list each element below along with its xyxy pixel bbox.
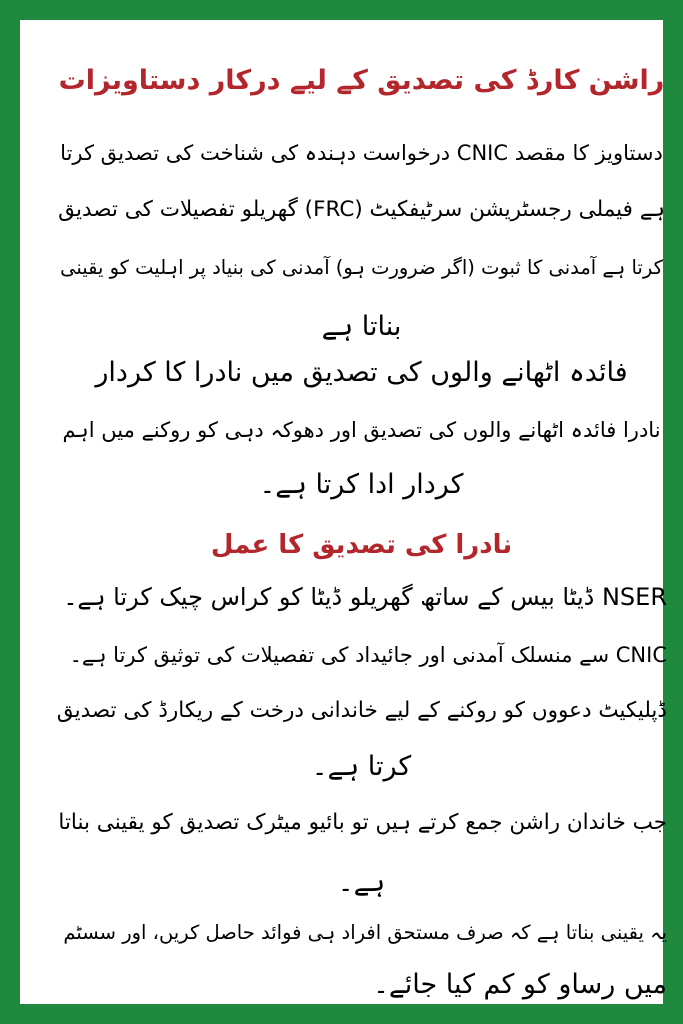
- closing-line-1: یہ یقینی بناتا ہے کہ صرف مستحق افراد ہی فوائد حاصل کریں، اور سسٹم: [63, 921, 667, 944]
- documents-line-2: ہے فیملی رجسٹریشن سرٹیفکیٹ (FRC) گھریلو تفصیلات کی تصدیق: [58, 197, 665, 222]
- process-step-2: CNIC سے منسلک آمدنی اور جائیداد کی تفصیلات کی توثیق کرتا ہے۔: [69, 643, 667, 667]
- nadra-role-heading: فائدہ اٹھانے والوں کی تصدیق میں نادرا کا کردار: [95, 357, 628, 388]
- document-body: [56, 58, 667, 1006]
- process-step-4-line-1: جب خاندان راشن جمع کرتے ہیں تو بائیو میٹرک تصدیق کو یقینی بناتا: [58, 810, 667, 835]
- process-step-3-line-1: ڈپلیکیٹ دعووں کو روکنے کے لیے خاندانی درخت کے ریکارڈ کی تصدیق: [56, 698, 667, 723]
- nadra-role-line-2: کردار ادا کرتا ہے۔: [259, 469, 464, 500]
- process-step-4-line-2: ہے۔: [337, 867, 386, 898]
- page-title: راشن کارڈ کی تصدیق کے لیے درکار دستاویزات: [58, 65, 665, 96]
- process-heading: نادرا کی تصدیق کا عمل: [210, 530, 513, 560]
- documents-line-1: دستاویز کا مقصد CNIC درخواست دہندہ کی شناخت کی تصدیق کرتا: [60, 141, 663, 165]
- process-step-1: NSER ڈیٹا بیس کے ساتھ گھریلو ڈیٹا کو کراس چیک کرتا ہے۔: [63, 583, 667, 611]
- documents-line-3: کرتا ہے آمدنی کا ثبوت (اگر ضرورت ہو) آمدنی کی بنیاد پر اہلیت کو یقینی: [60, 256, 663, 279]
- nadra-role-line-1: نادرا فائدہ اٹھانے والوں کی تصدیق اور دھوکہ دہی کو روکنے میں اہم: [62, 418, 661, 442]
- documents-line-4: بناتا ہے: [321, 311, 402, 342]
- process-step-3-line-2: کرتا ہے۔: [311, 751, 412, 782]
- closing-line-2: میں رساو کو کم کیا جائے۔: [373, 969, 667, 1000]
